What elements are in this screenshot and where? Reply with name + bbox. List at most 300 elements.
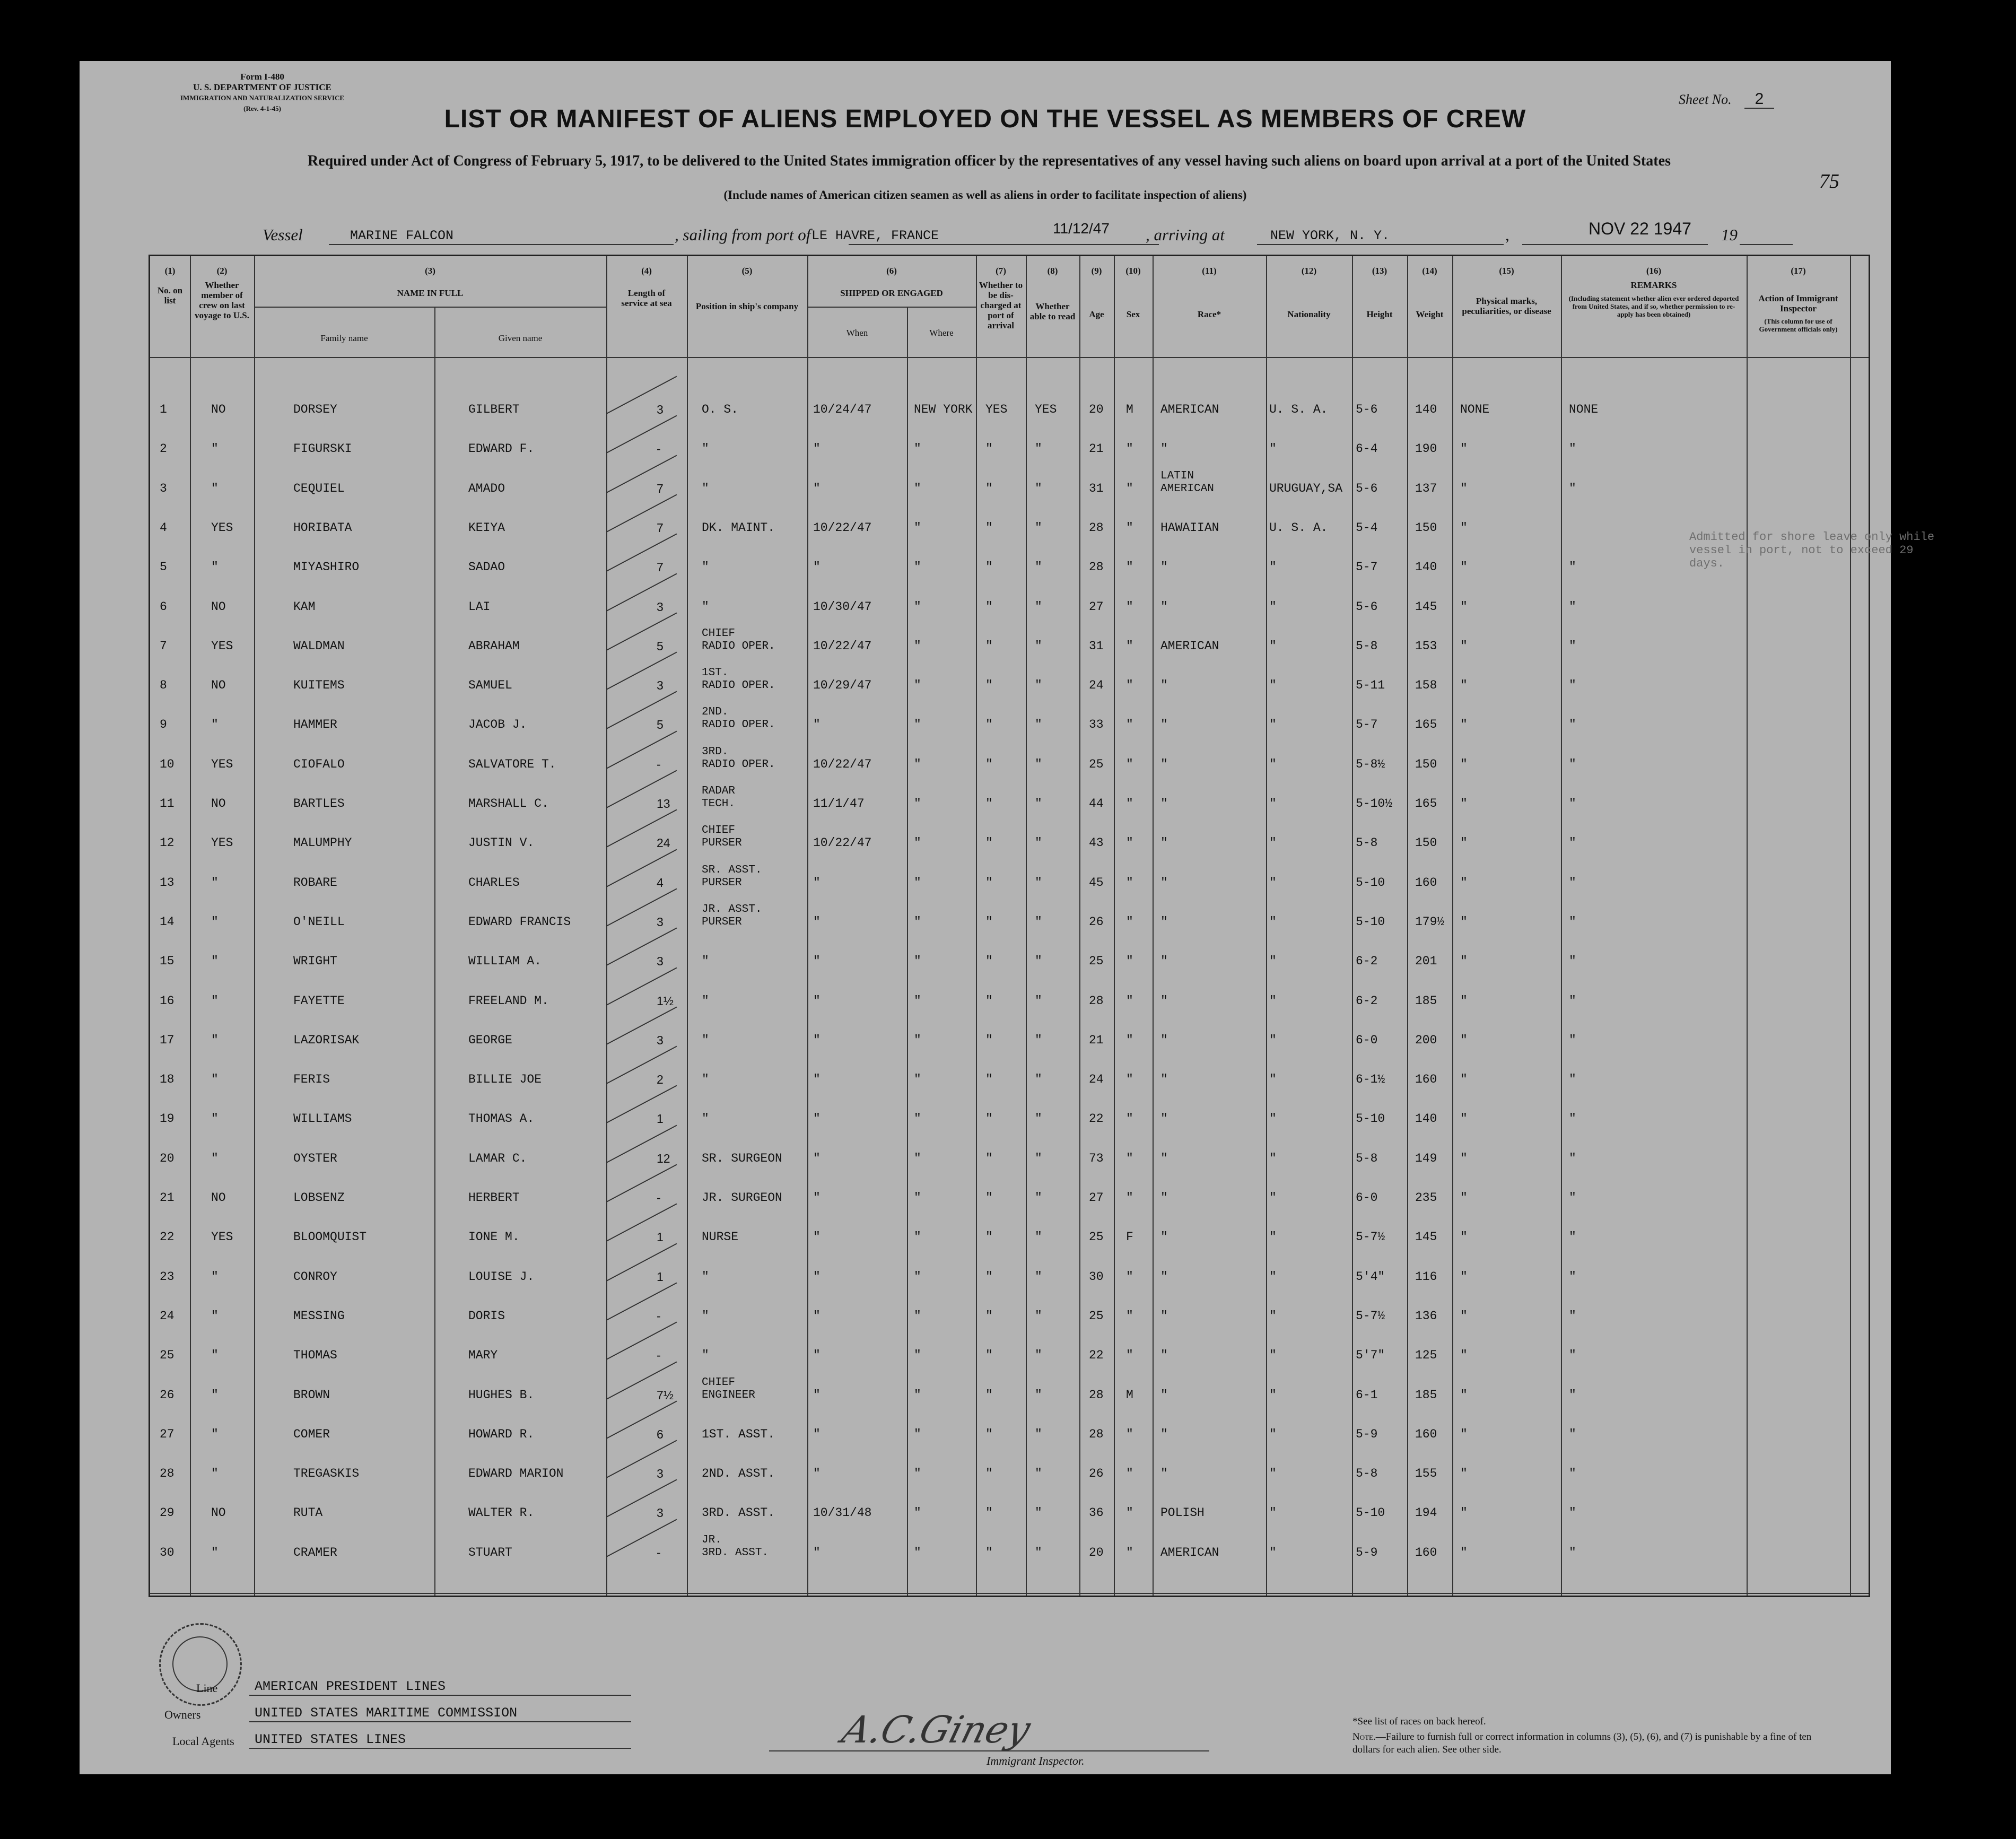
cell-age: 28 (1089, 560, 1104, 574)
cell-shipped-where: " (914, 1506, 921, 1520)
cell-shipped-where: " (914, 797, 921, 810)
cell-nationality: " (1269, 1467, 1277, 1480)
cell-age: 33 (1089, 718, 1104, 731)
cell-race: " (1160, 915, 1168, 929)
cell-sex: M (1126, 403, 1133, 416)
cell-weight: 145 (1415, 600, 1437, 614)
cell-prior-voyage: " (211, 1388, 219, 1402)
cell-given-name: KEIYA (468, 521, 505, 535)
cell-nationality: U. S. A. (1269, 521, 1328, 535)
cell-given-name: BILLIE JOE (468, 1073, 542, 1086)
cell-family-name: WILLIAMS (293, 1112, 352, 1126)
col-11-number: (11) (1202, 266, 1217, 276)
cell-prior-voyage: YES (211, 639, 233, 653)
cell-to-be-discharged: " (985, 1152, 993, 1165)
cell-position: JR. SURGEON (702, 1191, 782, 1205)
cell-length-of-service: - (657, 442, 661, 456)
col-4-number: (4) (641, 266, 652, 276)
cell-race: " (1160, 1427, 1168, 1441)
cell-given-name: THOMAS A. (468, 1112, 535, 1126)
cell-race: AMERICAN (1160, 639, 1219, 653)
cell-remarks: " (1569, 1546, 1576, 1559)
requirement-text: Required under Act of Congress of February 5, 1917, to be delivered to the United States immigration officer by the representatives of any vessel having such aliens on board upon arrival at a port of the United States (308, 153, 1671, 169)
cell-nationality: " (1269, 954, 1277, 968)
cell-remarks: " (1569, 1467, 1576, 1480)
cell-physical-marks: " (1460, 1191, 1468, 1205)
cell-race: " (1160, 1348, 1168, 1362)
cell-able-to-read: " (1035, 1270, 1042, 1284)
cell-remarks: " (1569, 1191, 1576, 1205)
cell-row-number: 13 (160, 876, 174, 890)
year-label: 19 (1721, 225, 1738, 244)
cell-race: " (1160, 600, 1168, 614)
cell-given-name: WALTER R. (468, 1506, 535, 1520)
cell-row-number: 28 (160, 1467, 174, 1480)
cell-weight: 140 (1415, 560, 1437, 574)
cell-physical-marks: " (1460, 1506, 1468, 1520)
cell-age: 20 (1089, 403, 1104, 416)
cell-shipped-when: " (813, 1546, 821, 1559)
cell-position: SR. SURGEON (702, 1152, 782, 1165)
cell-length-of-service: 24 (657, 836, 670, 850)
cell-row-number: 9 (160, 718, 167, 731)
cell-sex: " (1126, 442, 1133, 456)
cell-age: 25 (1089, 757, 1104, 771)
cell-race: " (1160, 1467, 1168, 1480)
cell-race: " (1160, 1033, 1168, 1047)
cell-prior-voyage: " (211, 1546, 219, 1559)
vessel-label: Vessel (263, 225, 303, 244)
cell-position: 2ND. ASST. (702, 1467, 775, 1480)
cell-family-name: KUITEMS (293, 678, 345, 692)
cell-physical-marks: " (1460, 1073, 1468, 1086)
col-3-header: NAME IN FULL (397, 288, 464, 298)
cell-remarks: " (1569, 718, 1576, 731)
cell-sex: M (1126, 1388, 1133, 1402)
cell-row-number: 18 (160, 1073, 174, 1086)
cell-sex: " (1126, 1073, 1133, 1086)
cell-nationality: " (1269, 797, 1277, 810)
cell-nationality: URUGUAY,SA (1269, 482, 1343, 495)
inspector-signature: A.C.Giney (837, 1708, 1035, 1751)
cell-able-to-read: " (1035, 1427, 1042, 1441)
cell-nationality: " (1269, 994, 1277, 1008)
cell-remarks: " (1569, 482, 1576, 495)
cell-remarks: " (1569, 442, 1576, 456)
cell-prior-voyage: " (211, 442, 219, 456)
cell-row-number: 29 (160, 1506, 174, 1520)
cell-able-to-read: " (1035, 639, 1042, 653)
service-check-stroke (606, 534, 677, 572)
requirement-subtext: (Include names of American citizen seamen as well as aliens in order to facilitate inspection of aliens) (723, 188, 1247, 202)
cell-weight: 137 (1415, 482, 1437, 495)
cell-nationality: " (1269, 718, 1277, 731)
cell-weight: 150 (1415, 757, 1437, 771)
cell-sex: " (1126, 1427, 1133, 1441)
cell-physical-marks: " (1460, 560, 1468, 574)
cell-position: " (702, 1033, 709, 1047)
cell-shipped-where: " (914, 1309, 921, 1323)
cell-nationality: " (1269, 678, 1277, 692)
cell-position: SR. ASST. PURSER (702, 864, 762, 889)
cell-remarks: " (1569, 1073, 1576, 1086)
form-number: Form I-480 (240, 72, 284, 82)
cell-row-number: 26 (160, 1388, 174, 1402)
cell-able-to-read: " (1035, 954, 1042, 968)
cell-nationality: " (1269, 1191, 1277, 1205)
cell-able-to-read: " (1035, 1546, 1042, 1559)
cell-shipped-where: " (914, 442, 921, 456)
cell-physical-marks: " (1460, 1546, 1468, 1559)
family-name-header: Family name (320, 333, 368, 343)
cell-shipped-where: " (914, 1467, 921, 1480)
cell-height: 5'7" (1356, 1348, 1385, 1362)
cell-position: NURSE (702, 1230, 739, 1244)
cell-weight: 160 (1415, 876, 1437, 890)
cell-to-be-discharged: " (985, 1467, 993, 1480)
cell-weight: 185 (1415, 1388, 1437, 1402)
col-2-header: Whether member of crew on last voyage to U.S. (195, 280, 249, 320)
cell-sex: " (1126, 994, 1133, 1008)
cell-height: 5-10 (1356, 1506, 1385, 1520)
cell-age: 27 (1089, 600, 1104, 614)
cell-shipped-when: 10/22/47 (813, 836, 872, 850)
cell-length-of-service: 3 (657, 1506, 664, 1520)
cell-height: 5'4" (1356, 1270, 1385, 1284)
cell-height: 6-2 (1356, 994, 1378, 1008)
cell-able-to-read: " (1035, 442, 1042, 456)
cell-family-name: LOBSENZ (293, 1191, 345, 1205)
cell-able-to-read: " (1035, 757, 1042, 771)
cell-height: 5-9 (1356, 1427, 1378, 1441)
cell-sex: " (1126, 639, 1133, 653)
cell-family-name: FAYETTE (293, 994, 345, 1008)
cell-given-name: ABRAHAM (468, 639, 520, 653)
cell-race: " (1160, 1270, 1168, 1284)
cell-shipped-when: 10/29/47 (813, 678, 872, 692)
cell-prior-voyage: NO (211, 403, 226, 416)
cell-height: 5-7 (1356, 718, 1378, 731)
cell-nationality: " (1269, 600, 1277, 614)
col-15-header: Physical marks, peculiarities, or disease (1462, 296, 1551, 316)
agents-value: UNITED STATES LINES (255, 1732, 406, 1747)
cell-to-be-discharged: " (985, 482, 993, 495)
cell-able-to-read: " (1035, 1112, 1042, 1126)
cell-remarks: " (1569, 1388, 1576, 1402)
cell-length-of-service: 7½ (657, 1388, 674, 1402)
cell-family-name: WALDMAN (293, 639, 345, 653)
cell-to-be-discharged: " (985, 1033, 993, 1047)
cell-sex: " (1126, 1506, 1133, 1520)
cell-physical-marks: " (1460, 442, 1468, 456)
cell-age: 30 (1089, 1270, 1104, 1284)
cell-row-number: 16 (160, 994, 174, 1008)
cell-nationality: " (1269, 1112, 1277, 1126)
cell-age: 45 (1089, 876, 1104, 890)
cell-position: 3RD. ASST. (702, 1506, 775, 1520)
cell-age: 31 (1089, 639, 1104, 653)
cell-physical-marks: " (1460, 954, 1468, 968)
cell-given-name: HERBERT (468, 1191, 520, 1205)
cell-shipped-when: 10/22/47 (813, 521, 872, 535)
cell-weight: 140 (1415, 403, 1437, 416)
cell-given-name: SAMUEL (468, 678, 512, 692)
cell-to-be-discharged: " (985, 600, 993, 614)
cell-shipped-when: " (813, 560, 821, 574)
service-check-stroke (606, 731, 677, 769)
cell-race: " (1160, 1388, 1168, 1402)
cell-to-be-discharged: " (985, 1309, 993, 1323)
cell-sex: " (1126, 876, 1133, 890)
cell-length-of-service: 3 (657, 403, 664, 416)
cell-given-name: FREELAND M. (468, 994, 549, 1008)
cell-prior-voyage: " (211, 560, 219, 574)
cell-family-name: WRIGHT (293, 954, 337, 968)
service-check-stroke (606, 1283, 677, 1321)
cell-family-name: COMER (293, 1427, 330, 1441)
service-check-stroke (606, 494, 677, 533)
cell-remarks: " (1569, 560, 1576, 574)
col-2-number: (2) (216, 266, 228, 276)
cell-age: 26 (1089, 1467, 1104, 1480)
cell-remarks: NONE (1569, 403, 1599, 416)
cell-age: 20 (1089, 1546, 1104, 1559)
cell-age: 43 (1089, 836, 1104, 850)
cell-to-be-discharged: " (985, 1073, 993, 1086)
sheet-number-value: 2 (1744, 90, 1775, 109)
cell-race: HAWAIIAN (1160, 521, 1219, 535)
cell-nationality: " (1269, 1152, 1277, 1165)
cell-age: 28 (1089, 521, 1104, 535)
cell-to-be-discharged: " (985, 1270, 993, 1284)
cell-length-of-service: 3 (657, 600, 664, 614)
cell-able-to-read: " (1035, 1152, 1042, 1165)
cell-to-be-discharged: " (985, 757, 993, 771)
cell-weight: 200 (1415, 1033, 1437, 1047)
cell-remarks: " (1569, 1309, 1576, 1323)
cell-position: CHIEF RADIO OPER. (702, 627, 775, 652)
cell-row-number: 15 (160, 954, 174, 968)
cell-able-to-read: " (1035, 1073, 1042, 1086)
service-check-stroke (606, 415, 677, 454)
cell-prior-voyage: " (211, 1033, 219, 1047)
col-9-number: (9) (1091, 266, 1102, 276)
cell-age: 21 (1089, 1033, 1104, 1047)
cell-shipped-where: " (914, 1388, 921, 1402)
cell-to-be-discharged: " (985, 1427, 993, 1441)
cell-given-name: GILBERT (468, 403, 520, 416)
cell-able-to-read: " (1035, 1033, 1042, 1047)
shipped-when-header: When (846, 328, 868, 338)
col-5-number: (5) (741, 266, 753, 276)
cell-family-name: ROBARE (293, 876, 337, 890)
cell-age: 25 (1089, 1309, 1104, 1323)
cell-sex: " (1126, 1112, 1133, 1126)
races-note: *See list of races on back hereof. (1352, 1716, 1486, 1727)
cell-shipped-when: " (813, 1467, 821, 1480)
cell-given-name: EDWARD F. (468, 442, 535, 456)
cell-position: RADAR TECH. (702, 785, 736, 810)
cell-able-to-read: " (1035, 994, 1042, 1008)
cell-able-to-read: " (1035, 1191, 1042, 1205)
cell-prior-voyage: NO (211, 678, 226, 692)
cell-family-name: DORSEY (293, 403, 337, 416)
cell-length-of-service: - (657, 757, 661, 771)
cell-shipped-when: " (813, 1152, 821, 1165)
cell-row-number: 7 (160, 639, 167, 653)
col-10-number: (10) (1125, 266, 1141, 276)
cell-prior-voyage: " (211, 876, 219, 890)
cell-shipped-when: " (813, 1427, 821, 1441)
cell-shipped-where: NEW YORK (914, 403, 973, 416)
cell-length-of-service: - (657, 1191, 661, 1205)
cell-remarks: " (1569, 1152, 1576, 1165)
cell-length-of-service: 5 (657, 639, 664, 653)
cell-height: 5-6 (1356, 403, 1378, 416)
cell-row-number: 14 (160, 915, 174, 929)
cell-sex: " (1126, 1546, 1133, 1559)
cell-position: " (702, 442, 709, 456)
cell-position: CHIEF ENGINEER (702, 1376, 755, 1401)
cell-to-be-discharged: " (985, 678, 993, 692)
cell-shipped-when: " (813, 915, 821, 929)
cell-shipped-when: " (813, 954, 821, 968)
cell-shipped-when: " (813, 1191, 821, 1205)
cell-row-number: 3 (160, 482, 167, 495)
col-7-header: Whether to be dis-charged at port of arrival (979, 280, 1023, 330)
col-17-header: Action of Immigrant Inspector (1758, 293, 1838, 313)
cell-shipped-when: 10/30/47 (813, 600, 872, 614)
cell-physical-marks: " (1460, 1112, 1468, 1126)
cell-prior-voyage: " (211, 915, 219, 929)
cell-position: " (702, 1270, 709, 1284)
cell-remarks: " (1569, 915, 1576, 929)
cell-nationality: " (1269, 1270, 1277, 1284)
cell-shipped-where: " (914, 836, 921, 850)
col-13-number: (13) (1372, 266, 1387, 276)
cell-remarks: " (1569, 678, 1576, 692)
shore-leave-remark: Admitted for shore leave only while vessel in port, not to exceed 29 days. (1689, 530, 1935, 570)
col-17-subheader: (This column for use of Government officials only) (1759, 317, 1838, 333)
cell-weight: 153 (1415, 639, 1437, 653)
cell-remarks: " (1569, 876, 1576, 890)
cell-prior-voyage: YES (211, 521, 233, 535)
cell-height: 6-1 (1356, 1388, 1378, 1402)
cell-height: 5-6 (1356, 600, 1378, 614)
cell-physical-marks: " (1460, 1427, 1468, 1441)
cell-race: " (1160, 1073, 1168, 1086)
note-text: —Failure to furnish full or correct information in columns (3), (5), (6), and (7) is punishable by a fine of ten dollars for each alien. See other side. (1352, 1731, 1812, 1755)
cell-nationality: " (1269, 1506, 1277, 1520)
cell-nationality: " (1269, 1309, 1277, 1323)
cell-weight: 158 (1415, 678, 1437, 692)
cell-shipped-when: 10/22/47 (813, 757, 872, 771)
cell-to-be-discharged: " (985, 521, 993, 535)
cell-row-number: 5 (160, 560, 167, 574)
cell-weight: 194 (1415, 1506, 1437, 1520)
cell-physical-marks: " (1460, 678, 1468, 692)
cell-family-name: FIGURSKI (293, 442, 352, 456)
cell-remarks: " (1569, 1033, 1576, 1047)
service-check-stroke (606, 691, 677, 729)
cell-nationality: " (1269, 1073, 1277, 1086)
cell-race: " (1160, 1191, 1168, 1205)
cell-row-number: 2 (160, 442, 167, 456)
cell-prior-voyage: " (211, 1073, 219, 1086)
cell-given-name: HOWARD R. (468, 1427, 535, 1441)
cell-row-number: 11 (160, 797, 174, 810)
service-check-stroke (606, 1085, 677, 1123)
cell-nationality: " (1269, 836, 1277, 850)
cell-age: 25 (1089, 954, 1104, 968)
col-4-header: Length of service at sea (621, 288, 672, 308)
cell-race: " (1160, 718, 1168, 731)
cell-position: O. S. (702, 403, 739, 416)
cell-shipped-when: 10/22/47 (813, 639, 872, 653)
stamped-number: 75 (1819, 170, 1839, 193)
cell-physical-marks: " (1460, 639, 1468, 653)
cell-given-name: IONE M. (468, 1230, 520, 1244)
cell-physical-marks: " (1460, 1467, 1468, 1480)
cell-given-name: JUSTIN V. (468, 836, 535, 850)
cell-family-name: BROWN (293, 1388, 330, 1402)
col-6-header: SHIPPED OR ENGAGED (840, 288, 943, 298)
col-3-number: (3) (425, 266, 435, 276)
cell-given-name: EDWARD MARION (468, 1467, 564, 1480)
departure-port: LE HAVRE, FRANCE (811, 228, 939, 243)
cell-height: 5-8½ (1356, 757, 1385, 771)
cell-physical-marks: " (1460, 1270, 1468, 1284)
cell-shipped-when: " (813, 442, 821, 456)
cell-race: " (1160, 876, 1168, 890)
cell-shipped-when: 11/1/47 (813, 797, 865, 810)
line-value: AMERICAN PRESIDENT LINES (255, 1679, 446, 1694)
cell-given-name: LAI (468, 600, 491, 614)
cell-length-of-service: 7 (657, 560, 664, 574)
cell-remarks: " (1569, 1230, 1576, 1244)
cell-prior-voyage: NO (211, 797, 226, 810)
given-name-header: Given name (498, 333, 543, 343)
cell-position: " (702, 994, 709, 1008)
cell-age: 24 (1089, 678, 1104, 692)
cell-length-of-service: 3 (657, 915, 664, 929)
cell-position: " (702, 1112, 709, 1126)
cell-shipped-when: " (813, 1388, 821, 1402)
cell-length-of-service: 1 (657, 1112, 664, 1126)
cell-sex: " (1126, 1270, 1133, 1284)
cell-able-to-read: " (1035, 678, 1042, 692)
cell-prior-voyage: YES (211, 1230, 233, 1244)
cell-nationality: " (1269, 1348, 1277, 1362)
cell-sex: " (1126, 1309, 1133, 1323)
cell-physical-marks: " (1460, 1309, 1468, 1323)
cell-family-name: CONROY (293, 1270, 337, 1284)
cell-given-name: WILLIAM A. (468, 954, 542, 968)
cell-to-be-discharged: " (985, 876, 993, 890)
cell-family-name: CRAMER (293, 1546, 337, 1559)
cell-position: " (702, 600, 709, 614)
cell-physical-marks: " (1460, 1152, 1468, 1165)
cell-race: " (1160, 442, 1168, 456)
cell-family-name: O'NEILL (293, 915, 345, 929)
cell-sex: " (1126, 678, 1133, 692)
cell-remarks: " (1569, 1506, 1576, 1520)
cell-age: 21 (1089, 442, 1104, 456)
cell-weight: 185 (1415, 994, 1437, 1008)
owners-label: Owners (164, 1708, 201, 1721)
cell-nationality: " (1269, 1033, 1277, 1047)
cell-physical-marks: " (1460, 718, 1468, 731)
